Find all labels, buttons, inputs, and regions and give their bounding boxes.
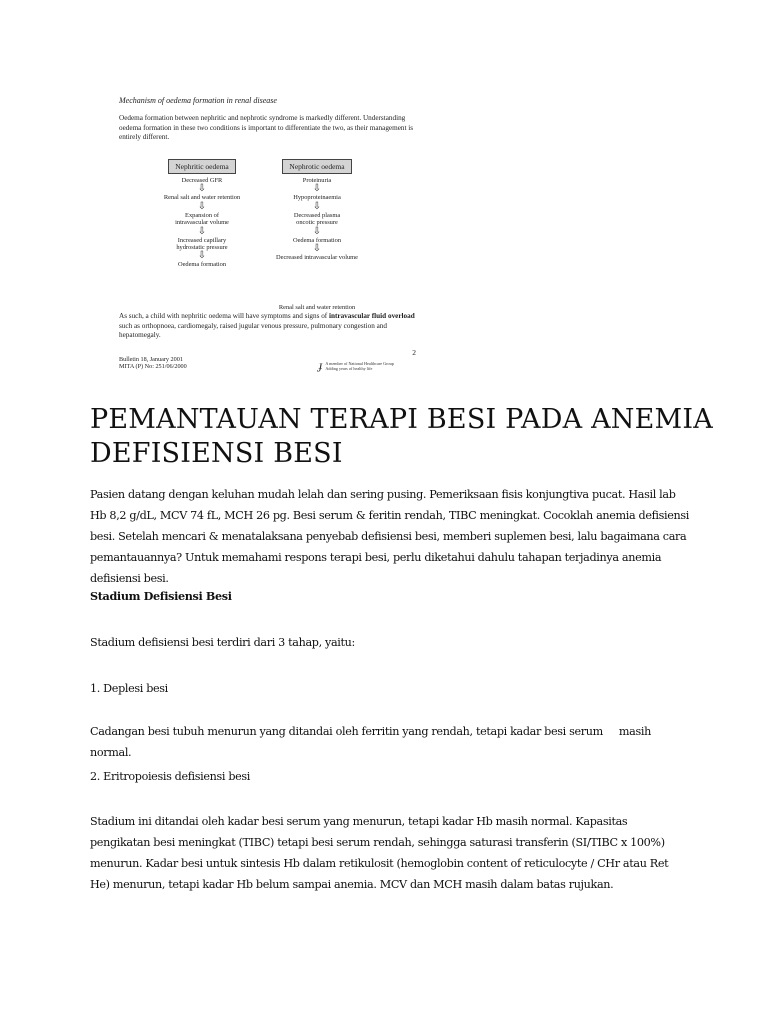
down-arrow-icon: ⇩ [197,225,207,237]
logo-text [325,361,394,371]
down-arrow-icon: ⇩ [312,200,322,212]
stage-2-heading: 2. Eritropoiesis defisiensi besi [90,770,251,783]
down-arrow-icon: ⇩ [312,243,322,255]
logo-text-line: A member of National Healthcare Group [325,360,394,366]
conclusion-emphasis: intravascular fluid overload [329,312,415,320]
nephrotic-header: Nephrotic oedema [282,159,351,174]
figure-footer [119,356,187,371]
oedema-mechanism-figure [117,90,422,380]
nephritic-header: Nephritic oedema [168,159,236,174]
nephritic-flowchart [147,156,257,269]
nephrotic-flowchart [257,156,377,261]
mita-line: MITA (P) No: 251/06/2000 [119,363,187,371]
flow-step: Expansion of intravascular volume [175,211,229,227]
article-title: PEMANTAUAN TERAPI BESI PADA ANEMIA DEFISIENSI BESI [90,404,713,469]
figure-intro: Oedema formation between nephritic and nephrotic syndrome is markedly different. Understanding oedema formation in these two conditions is important to differentiate the two, as their management is entirely different. [119,114,414,142]
flow-step: Hypoproteinaemia [293,194,341,202]
down-arrow-icon: ⇩ [197,183,207,195]
stage-1-heading: 1. Deplesi besi [90,682,168,695]
flow-step: Oedema formation [292,236,342,244]
stage-2-text: Stadium ini ditandai oleh kadar besi serum yang menurun, tetapi kadar Hb masih normal. Kapasitas pengikatan besi meningkat (TIBC) tetapi besi serum rendah, sehingga saturasi transferin (SI/TIBC x 100%) menurun. Kadar besi untuk sintesis Hb dalam retikulosit (hemoglobin content of reticulocyte / CHr atau Ret He) menurun, tetapi kadar Hb belum sampai anemia. MCV dan MCH masih dalam batas rujukan. [90,815,669,891]
healthcare-group-logo [319,358,394,373]
flow-step: Renal salt and water retention [278,304,356,311]
stage-1-text: Cadangan besi tubuh menurun yang ditandai oleh ferritin yang rendah, tetapi kadar besi serum masih normal. [90,725,655,759]
logo-mark-icon: ɟ [319,358,323,372]
flow-step: Decreased intravascular volume [276,254,358,262]
section-heading: Stadium Defisiensi Besi [90,589,232,603]
figure-conclusion [119,312,421,341]
bulletin-line: Bulletin 18, January 2001 [119,356,183,363]
stage-intro: Stadium defisiensi besi terdiri dari 3 tahap, yaitu: [90,636,355,649]
flow-step: Renal salt and water retention [163,194,241,202]
down-arrow-icon: ⇩ [197,200,207,212]
flow-step: Increased capillary hydrostatic pressure [176,236,228,252]
down-arrow-icon: ⇩ [197,250,207,262]
flow-step: Proteinuria [302,177,332,184]
figure-page-number: 2 [412,348,416,357]
flow-step: Decreased plasma oncotic pressure [293,211,341,227]
down-arrow-icon: ⇩ [312,225,322,237]
down-arrow-icon: ⇩ [312,183,322,195]
flow-step: Decreased GFR [181,177,223,184]
figure-title: Mechanism of oedema formation in renal disease [119,96,277,105]
conclusion-text: As such, a child with nephritic oedema will have symptoms and signs of [119,312,329,320]
intro-paragraph: Pasien datang dengan keluhan mudah lelah dan sering pusing. Pemeriksaan fisis konjungtiva pucat. Hasil lab Hb 8,2 g/dL, MCV 74 fL, MCH 26 pg. Besi serum & feritin rendah, TIBC meningkat. Cocoklah anemia defisiensi besi. Setelah mencari & menatalaksana penyebab defisiensi besi, memberi suplemen besi, lalu bagaimana cara pemantauannya? Untuk memahami respons terapi besi, perlu diketahui dahulu tahapan terjadinya anemia defisiensi besi. [90,488,690,585]
logo-text-line: Adding years of healthy life [325,365,373,371]
flow-step: Oedema formation [177,261,227,269]
conclusion-text: such as orthopnoea, cardiomegaly, raised jugular venous pressure, pulmonary congestion and hepatomegaly. [119,321,387,340]
